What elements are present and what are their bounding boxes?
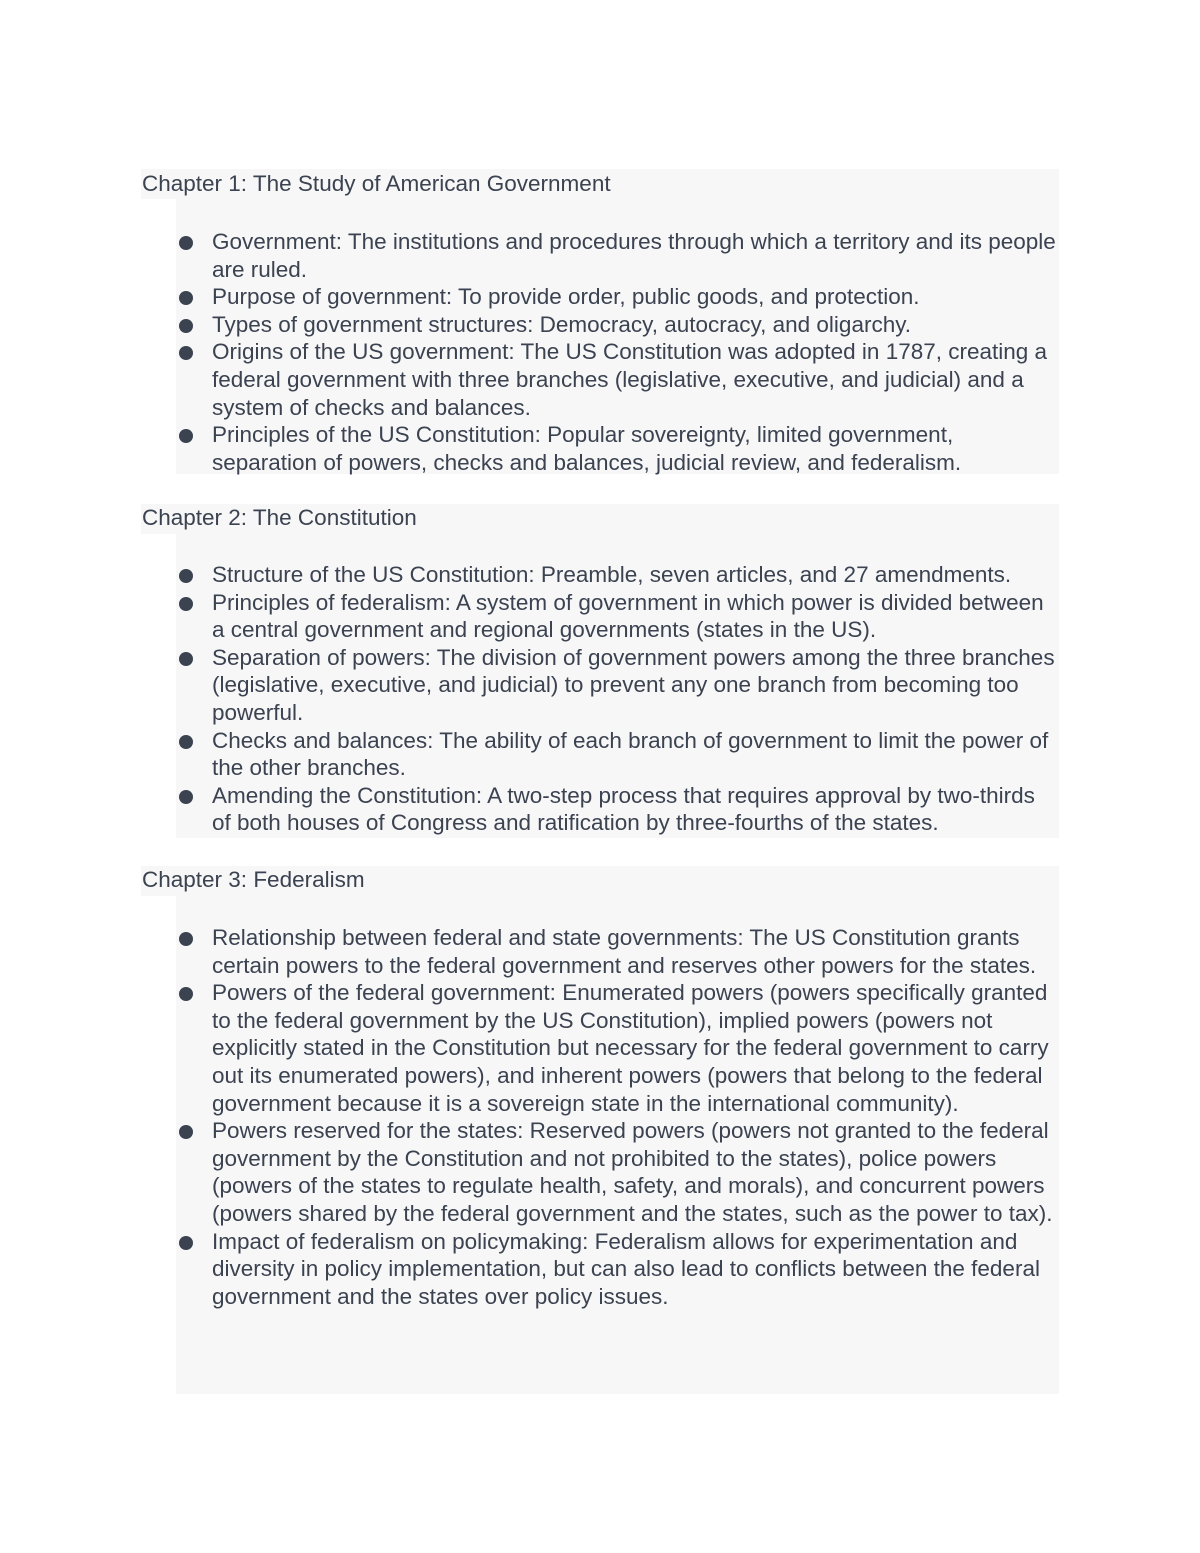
chapter-bullet-list [176, 228, 1056, 476]
bullet-icon [179, 987, 193, 1001]
list-item-text: Relationship between federal and state governments: The US Constitution grants certain powers to the federal government and reserves other powers for the states. [212, 925, 1037, 978]
bullet-icon [179, 790, 193, 804]
list-item [176, 311, 1056, 339]
list-item-text: Principles of the US Constitution: Popular sovereignty, limited government, separation of powers, checks and balances, judicial review, and federalism. [212, 422, 962, 475]
bullet-icon [179, 932, 193, 946]
bullet-icon [179, 597, 193, 611]
list-item [176, 924, 1056, 979]
bullet-icon [179, 569, 193, 583]
bullet-icon [179, 346, 193, 360]
chapter-title: Chapter 3: Federalism [142, 867, 365, 892]
list-item [176, 644, 1056, 727]
bullet-icon [179, 652, 193, 666]
list-item [176, 338, 1056, 421]
list-item-text: Separation of powers: The division of government powers among the three branches (legislative, executive, and judicial) to prevent any one branch from becoming too powerful. [212, 644, 1055, 725]
list-item [176, 561, 1056, 589]
chapter-title: Chapter 2: The Constitution [142, 505, 417, 530]
list-item [176, 283, 1056, 311]
list-item [176, 589, 1056, 644]
chapter-bullet-list [176, 561, 1056, 837]
list-item-text: Origins of the US government: The US Constitution was adopted in 1787, creating a federal government with three branches (legislative, executive, and judicial) and a system of checks and balances. [212, 339, 1048, 420]
chapter-title: Chapter 1: The Study of American Government [142, 171, 611, 196]
list-item [176, 979, 1056, 1117]
list-item [176, 782, 1056, 837]
list-item [176, 421, 1056, 476]
bullet-icon [179, 236, 193, 250]
list-item-text: Checks and balances: The ability of each branch of government to limit the power of the other branches. [212, 727, 1049, 781]
list-item-text: Government: The institutions and procedures through which a territory and its people are ruled. [212, 229, 1056, 282]
list-item [176, 1117, 1056, 1227]
list-item-text: Structure of the US Constitution: Preamble, seven articles, and 27 amendments. [212, 562, 1012, 587]
bullet-icon [179, 1236, 193, 1250]
list-item [176, 1228, 1056, 1311]
list-item-text: Principles of federalism: A system of government in which power is divided between a central government and regional governments (states in the US). [212, 589, 1044, 643]
list-item [176, 727, 1056, 782]
bullet-icon [179, 291, 193, 305]
list-item-text: Impact of federalism on policymaking: Federalism allows for experimentation and diversity in policy implementation, but can also lead to conflicts between the federal government and the states over policy issues. [212, 1228, 1040, 1309]
list-item-text: Powers of the federal government: Enumerated powers (powers specifically granted to the federal government by the US Constitution), implied powers (powers not explicitly stated in the Constitution but necessary for the federal government to carry out its enumerated powers), and inherent powers (powers that belong to the federal government because it is a sovereign state in the international community). [212, 980, 1049, 1116]
bullet-icon [179, 1125, 193, 1139]
list-item-text: Amending the Constitution: A two-step process that requires approval by two-thirds of both houses of Congress and ratification by three-fourths of the states. [212, 782, 1035, 836]
chapter-bullet-list [176, 924, 1056, 1310]
list-item-text: Purpose of government: To provide order, public goods, and protection. [212, 284, 920, 310]
list-item-text: Powers reserved for the states: Reserved powers (powers not granted to the federal government by the Constitution and not prohibited to the states), police powers (powers of the states to regulate health, safety, and morals), and concurrent powers (powers shared by the federal government and the states, such as the power to tax). [212, 1118, 1053, 1226]
bullet-icon [179, 319, 193, 333]
list-item [176, 228, 1056, 283]
list-item-text: Types of government structures: Democracy, autocracy, and oligarchy. [212, 311, 912, 337]
bullet-icon [179, 735, 193, 749]
bullet-icon [179, 429, 193, 443]
